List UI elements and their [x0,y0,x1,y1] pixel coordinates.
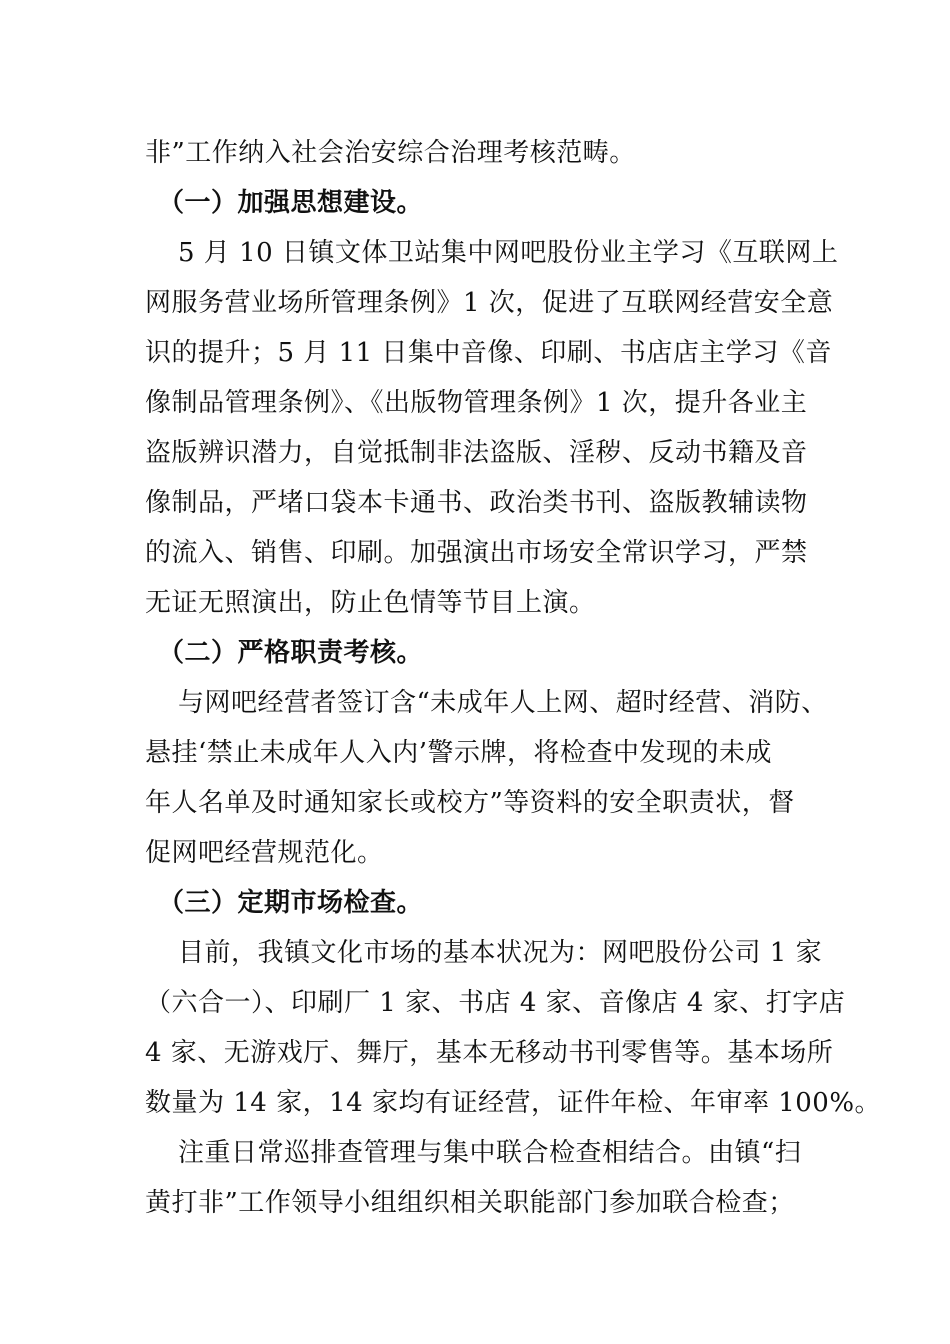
text-line-18: （六合一）、印刷厂 1 家、书店 4 家、音像店 4 家、打字店 [145,988,846,1018]
text-line-12: 与网吧经营者签订含“未成年人上网、超时经营、消防、 [178,688,828,718]
text-line-20: 数量为 14 家，14 家均有证经营，证件年检、年审率 100%。 [145,1088,882,1118]
section-heading-1: （一）加强思想建设。 [158,188,424,218]
section-heading-2: （二）严格职责考核。 [158,638,424,668]
text-line-22: 黄打非”工作领导小组组织相关职能部门参加联合检查； [145,1188,795,1218]
text-line-13: 悬挂‘禁止未成年人入内’警示牌，将检查中发现的未成 [145,738,773,768]
text-line-5: 识的提升；5 月 11 日集中音像、印刷、书店店主学习《音 [145,338,832,368]
text-line-17: 目前，我镇文化市场的基本状况为：网吧股份公司 1 家 [178,938,823,968]
text-line-10: 无证无照演出，防止色情等节目上演。 [145,588,596,618]
text-line-6: 像制品管理条例》、《出版物管理条例》1 次，提升各业主 [145,388,808,418]
text-line-9: 的流入、销售、印刷。加强演出市场安全常识学习，严禁 [145,538,808,568]
text-line-8: 像制品，严堵口袋本卡通书、政治类书刊、盗版教辅读物 [145,488,808,518]
text-line-21: 注重日常巡排查管理与集中联合检查相结合。由镇“扫 [178,1138,802,1168]
section-heading-3: （三）定期市场检查。 [158,888,424,918]
text-line-1: 非”工作纳入社会治安综合治理考核范畴。 [145,138,636,168]
text-line-7: 盗版辨识潜力，自觉抵制非法盗版、淫秽、反动书籍及音 [145,438,808,468]
text-line-3: 5 月 10 日镇文体卫站集中网吧股份业主学习《互联网上 [178,238,839,268]
text-line-4: 网服务营业场所管理条例》1 次，促进了互联网经营安全意 [145,288,834,318]
text-line-15: 促网吧经营规范化。 [145,838,384,868]
text-line-14: 年人名单及时通知家长或校方”等资料的安全职责状，督 [145,788,795,818]
text-line-19: 4 家、无游戏厅、舞厅，基本无移动书刊零售等。基本场所 [145,1038,834,1068]
